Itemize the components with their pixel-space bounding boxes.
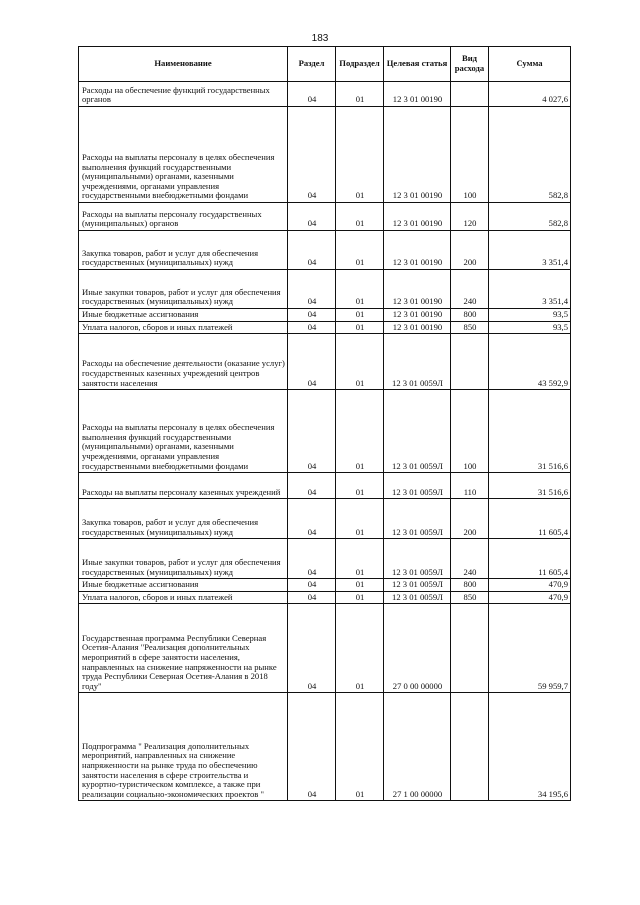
- cell-article: 12 3 01 00190: [384, 321, 451, 334]
- cell-name: Уплата налогов, сборов и иных платежей: [79, 321, 288, 334]
- cell-amount: 11 605,4: [489, 499, 571, 539]
- cell-amount: 31 516,6: [489, 390, 571, 473]
- cell-name: Расходы на выплаты персоналу государственных (муниципальных) органов: [79, 203, 288, 231]
- table-row: [79, 604, 571, 693]
- header-section: Раздел: [288, 47, 336, 82]
- table-row: [79, 321, 571, 334]
- table-row: [79, 390, 571, 473]
- header-expense-type: Вид расхода: [451, 47, 489, 82]
- cell-amount: 11 605,4: [489, 539, 571, 579]
- header-name: Наименование: [79, 47, 288, 82]
- cell-name: Расходы на выплаты персоналу казенных учреждений: [79, 473, 288, 499]
- cell-section: 04: [288, 107, 336, 203]
- header-subsection: Подраздел: [336, 47, 384, 82]
- cell-section: 04: [288, 270, 336, 309]
- cell-subsection: 01: [336, 82, 384, 107]
- cell-expense-type: 850: [451, 321, 489, 334]
- cell-name: Уплата налогов, сборов и иных платежей: [79, 591, 288, 604]
- page-number: 183: [311, 33, 329, 44]
- cell-section: 04: [288, 231, 336, 270]
- cell-name: Государственная программа Республики Северная Осетия-Алания "Реализация дополнительных мероприятий в сфере занятости населения, направленных на снижение напряженности на рынке труда Республики Северная Осетия-Алания в 2018 году": [79, 604, 288, 693]
- budget-table: [78, 46, 571, 801]
- cell-section: 04: [288, 591, 336, 604]
- cell-article: 12 3 01 0059Л: [384, 591, 451, 604]
- cell-amount: 43 592,9: [489, 334, 571, 390]
- cell-expense-type: [451, 693, 489, 801]
- header-target-article: Целевая статья: [384, 47, 451, 82]
- table-row: [79, 591, 571, 604]
- cell-expense-type: 800: [451, 579, 489, 592]
- cell-amount: 470,9: [489, 591, 571, 604]
- cell-subsection: 01: [336, 604, 384, 693]
- cell-section: 04: [288, 604, 336, 693]
- table-row: [79, 579, 571, 592]
- cell-article: 12 3 01 0059Л: [384, 579, 451, 592]
- cell-expense-type: 200: [451, 499, 489, 539]
- cell-article: 12 3 01 00190: [384, 203, 451, 231]
- cell-section: 04: [288, 321, 336, 334]
- cell-article: 12 3 01 00190: [384, 107, 451, 203]
- table-row: [79, 693, 571, 801]
- cell-article: 12 3 01 00190: [384, 82, 451, 107]
- cell-expense-type: 100: [451, 390, 489, 473]
- cell-expense-type: 110: [451, 473, 489, 499]
- cell-section: 04: [288, 499, 336, 539]
- table-row: [79, 231, 571, 270]
- cell-article: 12 3 01 00190: [384, 231, 451, 270]
- cell-name: Расходы на выплаты персоналу в целях обеспечения выполнения функций государственными (муниципальными) органами, казенными учреждениями, органами управления государственными внебюджетными фондами: [79, 390, 288, 473]
- cell-amount: 31 516,6: [489, 473, 571, 499]
- table-row: [79, 203, 571, 231]
- cell-subsection: 01: [336, 591, 384, 604]
- cell-subsection: 01: [336, 231, 384, 270]
- cell-article: 27 0 00 00000: [384, 604, 451, 693]
- cell-amount: 59 959,7: [489, 604, 571, 693]
- cell-section: 04: [288, 539, 336, 579]
- header-amount: Сумма: [489, 47, 571, 82]
- table-header-row: [79, 47, 571, 82]
- cell-subsection: 01: [336, 107, 384, 203]
- cell-name: Подпрограмма " Реализация дополнительных мероприятий, направленных на снижение напряженности на рынке труда по обеспечению занятости населения в сфере строительства и курортно-туристическом комплексе, а также при реализации социально-экономических проектов ": [79, 693, 288, 801]
- cell-amount: 93,5: [489, 321, 571, 334]
- cell-section: 04: [288, 579, 336, 592]
- cell-article: 27 1 00 00000: [384, 693, 451, 801]
- cell-subsection: 01: [336, 539, 384, 579]
- cell-article: 12 3 01 0059Л: [384, 499, 451, 539]
- table-row: [79, 107, 571, 203]
- cell-subsection: 01: [336, 693, 384, 801]
- cell-expense-type: 100: [451, 107, 489, 203]
- cell-name: Иные закупки товаров, работ и услуг для обеспечения государственных (муниципальных) нужд: [79, 539, 288, 579]
- cell-name: Иные бюджетные ассигнования: [79, 309, 288, 322]
- cell-section: 04: [288, 203, 336, 231]
- cell-article: 12 3 01 00190: [384, 309, 451, 322]
- cell-expense-type: 850: [451, 591, 489, 604]
- cell-name: Расходы на выплаты персоналу в целях обеспечения выполнения функций государственными (муниципальными) органами, казенными учреждениями, органами управления государственными внебюджетными фондами: [79, 107, 288, 203]
- cell-expense-type: 800: [451, 309, 489, 322]
- cell-section: 04: [288, 309, 336, 322]
- cell-subsection: 01: [336, 321, 384, 334]
- cell-expense-type: 120: [451, 203, 489, 231]
- table-row: [79, 309, 571, 322]
- table-row: [79, 539, 571, 579]
- table-row: [79, 499, 571, 539]
- cell-expense-type: 200: [451, 231, 489, 270]
- cell-section: 04: [288, 473, 336, 499]
- cell-name: Закупка товаров, работ и услуг для обеспечения государственных (муниципальных) нужд: [79, 231, 288, 270]
- cell-section: 04: [288, 82, 336, 107]
- cell-subsection: 01: [336, 390, 384, 473]
- cell-expense-type: [451, 604, 489, 693]
- cell-amount: 582,8: [489, 203, 571, 231]
- cell-name: Расходы на обеспечение деятельности (оказание услуг) государственных казенных учреждений центров занятости населения: [79, 334, 288, 390]
- cell-expense-type: [451, 82, 489, 107]
- cell-expense-type: 240: [451, 539, 489, 579]
- cell-subsection: 01: [336, 473, 384, 499]
- table-row: [79, 82, 571, 107]
- cell-amount: 582,8: [489, 107, 571, 203]
- cell-name: Иные закупки товаров, работ и услуг для обеспечения государственных (муниципальных) нужд: [79, 270, 288, 309]
- cell-amount: 470,9: [489, 579, 571, 592]
- cell-subsection: 01: [336, 309, 384, 322]
- cell-article: 12 3 01 0059Л: [384, 334, 451, 390]
- cell-article: 12 3 01 0059Л: [384, 390, 451, 473]
- cell-section: 04: [288, 334, 336, 390]
- cell-section: 04: [288, 693, 336, 801]
- cell-name: Закупка товаров, работ и услуг для обеспечения государственных (муниципальных) нужд: [79, 499, 288, 539]
- table-body: [79, 82, 571, 801]
- table-row: [79, 270, 571, 309]
- cell-article: 12 3 01 0059Л: [384, 539, 451, 579]
- cell-amount: 4 027,6: [489, 82, 571, 107]
- cell-amount: 3 351,4: [489, 270, 571, 309]
- cell-expense-type: [451, 334, 489, 390]
- cell-article: 12 3 01 00190: [384, 270, 451, 309]
- table-row: [79, 473, 571, 499]
- cell-amount: 93,5: [489, 309, 571, 322]
- table-row: [79, 334, 571, 390]
- cell-expense-type: 240: [451, 270, 489, 309]
- cell-subsection: 01: [336, 499, 384, 539]
- cell-name: Расходы на обеспечение функций государственных органов: [79, 82, 288, 107]
- cell-name: Иные бюджетные ассигнования: [79, 579, 288, 592]
- cell-amount: 3 351,4: [489, 231, 571, 270]
- cell-subsection: 01: [336, 270, 384, 309]
- cell-subsection: 01: [336, 579, 384, 592]
- cell-amount: 34 195,6: [489, 693, 571, 801]
- cell-subsection: 01: [336, 203, 384, 231]
- cell-subsection: 01: [336, 334, 384, 390]
- cell-article: 12 3 01 0059Л: [384, 473, 451, 499]
- cell-section: 04: [288, 390, 336, 473]
